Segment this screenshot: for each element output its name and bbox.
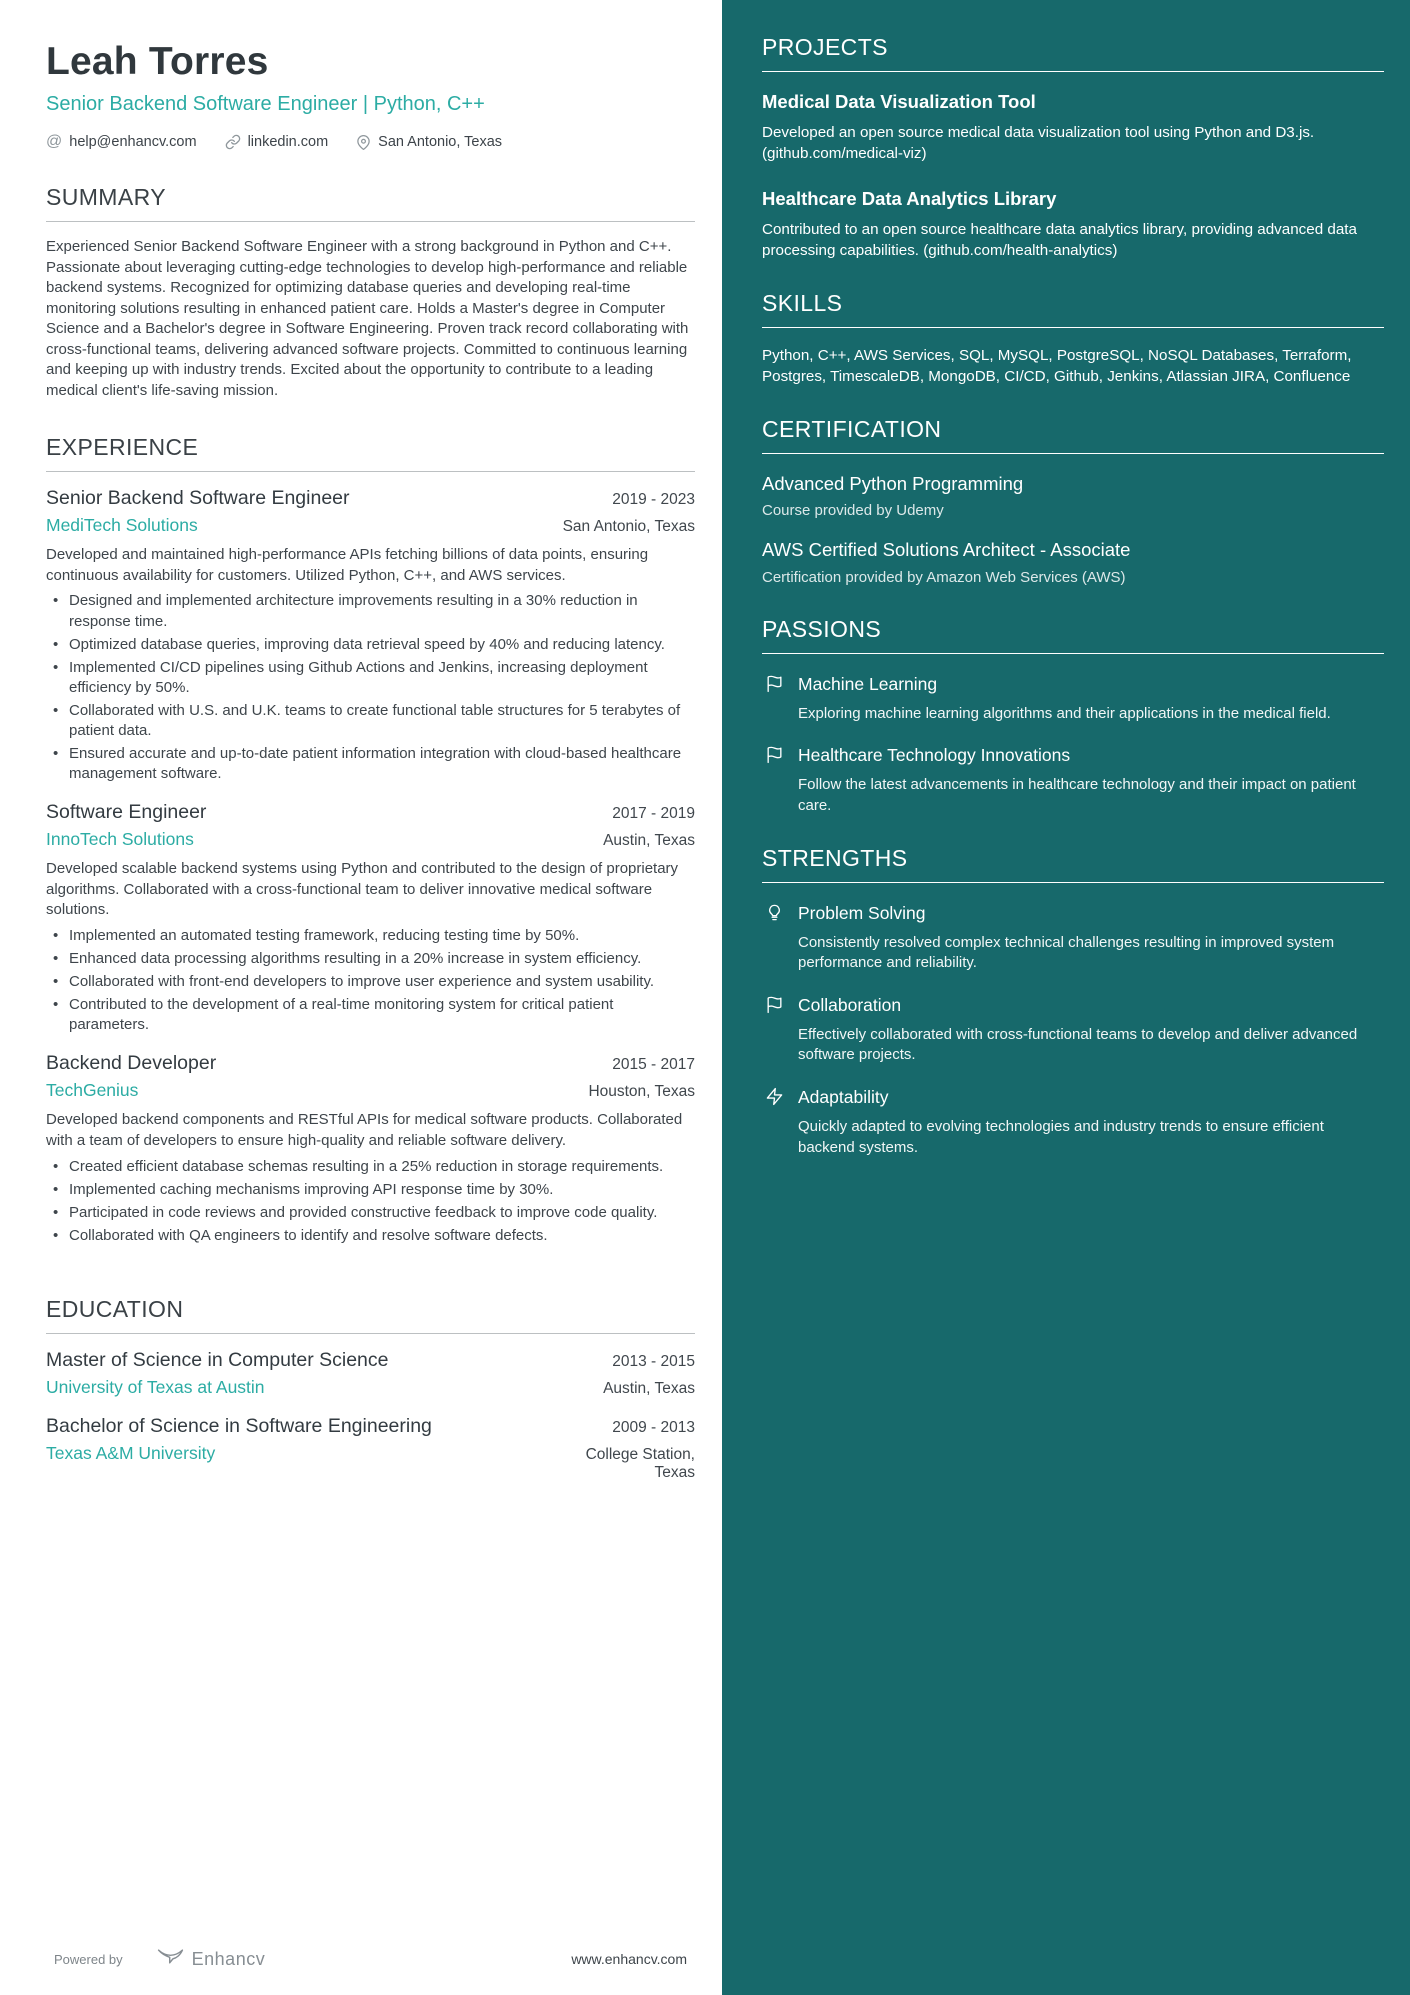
experience-entry (46, 1052, 695, 1245)
education-entry (46, 1349, 695, 1398)
project-title: Medical Data Visualization Tool (762, 91, 1036, 112)
email-link[interactable] (46, 133, 197, 151)
lightning-icon (762, 1085, 786, 1158)
strength-description: Quickly adapted to evolving technologies and industry trends to ensure efficient backend systems. (798, 1118, 1324, 1156)
lightbulb-icon (762, 901, 786, 974)
job-title: Software Engineer (46, 801, 207, 824)
summary-heading: SUMMARY (46, 184, 695, 222)
degree-dates: 2013 - 2015 (612, 1352, 695, 1370)
degree-title: Bachelor of Science in Software Engineering (46, 1414, 432, 1437)
flag-icon (762, 743, 786, 816)
certification-heading: CERTIFICATION (762, 416, 1384, 454)
project-description: Developed an open source medical data visualization tool using Python and D3.js. (github.com/medical-viz) (762, 124, 1315, 163)
strengths-heading: STRENGTHS (762, 845, 1384, 883)
skills-heading: SKILLS (762, 290, 1384, 328)
project-description: Contributed to an open source healthcare data analytics library, providing advanced data processing capabilities. (github.com/health-analytics) (762, 221, 1357, 260)
email-text: help@enhancv.com (69, 134, 197, 150)
bullet-item: • Contributed to the development of a real-time monitoring system for critical patient parameters. (46, 995, 695, 1035)
passions-section (762, 616, 1384, 817)
linkedin-text: linkedin.com (247, 134, 329, 150)
enhancv-logo-icon (157, 1947, 184, 1971)
contact-row (46, 133, 695, 151)
school-location: College Station, Texas (585, 1445, 695, 1481)
strength-title: Collaboration (798, 994, 902, 1015)
certification-provider: Certification provided by Amazon Web Services (AWS) (762, 568, 1126, 586)
projects-heading: PROJECTS (762, 34, 1384, 72)
passion-title: Machine Learning (798, 673, 938, 694)
job-description: Developed and maintained high-performance APIs fetching billions of data points, ensuring continuous availability for customers. Utilized Python, C++, and AWS services. (46, 546, 649, 584)
experience-section (46, 434, 695, 1263)
job-dates: 2019 - 2023 (612, 491, 695, 509)
skills-section (762, 290, 1384, 388)
strength-title: Adaptability (798, 1087, 889, 1108)
strength-item (762, 1085, 1384, 1158)
job-company: TechGenius (46, 1080, 139, 1101)
school-name: Texas A&M University (46, 1442, 216, 1463)
strength-description: Consistently resolved complex technical challenges resulting in improved system performance and reliability. (798, 933, 1335, 972)
powered-by-label: Powered by (54, 1951, 123, 1967)
job-company: InnoTech Solutions (46, 829, 194, 850)
school-name: University of Texas at Austin (46, 1376, 265, 1397)
experience-entry (46, 801, 695, 1035)
job-bullets (46, 591, 695, 784)
strength-item (762, 993, 1384, 1066)
email-icon: @ (46, 133, 63, 150)
bullet-item: • Implemented an automated testing framework, reducing testing time by 50%. (46, 926, 695, 946)
job-bullets (46, 1157, 695, 1246)
strength-item (762, 901, 1384, 974)
job-dates: 2017 - 2019 (612, 805, 695, 823)
job-title: Backend Developer (46, 1052, 217, 1075)
certification-item (762, 472, 1384, 521)
location-item (356, 134, 502, 150)
job-location: Houston, Texas (588, 1083, 695, 1101)
bullet-item: • Optimized database queries, improving data retrieval speed by 40% and reducing latency. (46, 635, 695, 655)
passion-item (762, 672, 1384, 725)
certification-title: AWS Certified Solutions Architect - Associate (762, 539, 1131, 561)
job-company: MediTech Solutions (46, 515, 198, 536)
project-title: Healthcare Data Analytics Library (762, 188, 1057, 210)
bullet-item: • Ensured accurate and up-to-date patient information integration with cloud-based healthcare management software. (46, 744, 695, 784)
education-entry (46, 1415, 695, 1482)
bullet-item: • Enhanced data processing algorithms resulting in a 20% increase in system efficiency. (46, 949, 695, 969)
school-location: Austin, Texas (603, 1379, 695, 1397)
passions-heading: PASSIONS (762, 616, 1384, 654)
job-description: Developed scalable backend systems using Python and contributed to the design of proprietary algorithms. Collaborated with a cross-functional team to deliver innovative medical software solutions. (46, 860, 679, 919)
flag-icon (762, 672, 786, 725)
link-icon (225, 134, 241, 150)
person-title: Senior Backend Software Engineer | Python, C++ (46, 93, 485, 115)
linkedin-link[interactable] (225, 134, 329, 150)
bullet-item: • Implemented caching mechanisms improving API response time by 30%. (46, 1180, 695, 1200)
flag-icon (762, 993, 786, 1066)
footer (46, 1935, 695, 1979)
bullet-item: • Implemented CI/CD pipelines using Github Actions and Jenkins, increasing deployment efficiency by 50%. (46, 658, 695, 698)
experience-entry (46, 487, 695, 784)
degree-dates: 2009 - 2013 (612, 1418, 695, 1436)
education-heading: EDUCATION (46, 1296, 695, 1334)
bullet-item: • Collaborated with U.S. and U.K. teams to create functional table structures for 5 terabytes of patient data. (46, 701, 695, 741)
job-dates: 2015 - 2017 (612, 1056, 695, 1074)
location-pin-icon (356, 135, 371, 150)
strengths-section (762, 845, 1384, 1159)
certification-section (762, 416, 1384, 588)
bullet-item: • Created efficient database schemas resulting in a 25% reduction in storage requirements. (46, 1157, 695, 1177)
passion-description: Follow the latest advancements in healthcare technology and their impact on patient care. (798, 776, 1356, 814)
enhancv-logo[interactable] (157, 1947, 266, 1971)
person-name: Leah Torres (46, 40, 269, 83)
experience-heading: EXPERIENCE (46, 434, 695, 472)
summary-section (46, 184, 695, 401)
certification-item (762, 538, 1384, 587)
certification-provider: Course provided by Udemy (762, 502, 944, 520)
passion-item (762, 743, 1384, 816)
strength-title: Problem Solving (798, 902, 926, 923)
education-section (46, 1296, 695, 1499)
job-location: San Antonio, Texas (562, 518, 695, 536)
enhancv-wordmark: Enhancv (191, 1948, 266, 1969)
website-link[interactable]: www.enhancv.com (571, 1951, 687, 1967)
strength-description: Effectively collaborated with cross-functional teams to develop and deliver advanced software projects. (798, 1025, 1358, 1064)
degree-title: Master of Science in Computer Science (46, 1348, 389, 1371)
sidebar-column (722, 0, 1410, 1995)
passion-title: Healthcare Technology Innovations (798, 745, 1071, 766)
projects-section (762, 34, 1384, 262)
bullet-item: • Designed and implemented architecture improvements resulting in a 30% reduction in response time. (46, 591, 695, 631)
job-location: Austin, Texas (603, 832, 695, 850)
passion-description: Exploring machine learning algorithms and their applications in the medical field. (798, 704, 1331, 722)
project-item (762, 90, 1384, 165)
job-title: Senior Backend Software Engineer (46, 487, 350, 510)
location-text: San Antonio, Texas (378, 134, 503, 150)
job-bullets (46, 926, 695, 1035)
bullet-item: • Collaborated with front-end developers to improve user experience and system usability. (46, 972, 695, 992)
job-description: Developed backend components and RESTful APIs for medical software products. Collaborated with a team of developers to ensure high-quality and reliable software delivery. (46, 1111, 683, 1149)
bullet-item: • Participated in code reviews and provided constructive feedback to improve code quality. (46, 1203, 695, 1223)
skills-list: Python, C++, AWS Services, SQL, MySQL, PostgreSQL, NoSQL Databases, Terraform, Postgres, TimescaleDB, MongoDB, CI/CD, Github, Jenkins, Atlassian JIRA, Confluence (762, 347, 1352, 386)
certification-title: Advanced Python Programming (762, 473, 1024, 495)
project-item (762, 187, 1384, 262)
bullet-item: • Collaborated with QA engineers to identify and resolve software defects. (46, 1226, 695, 1246)
summary-text: Experienced Senior Backend Software Engineer with a strong background in Python and C++. Passionate about leveraging cutting-edge technologies to develop high-performance and reliable backend systems. Recognized for optimizing database queries and developing real-time monitoring solutions resulting in enhanced patient care. Holds a Master's degree in Computer Science and a Bachelor's degree in Software Engineering. Proven track record collaborating with cross-functional teams, delivering advanced software projects. Committed to continuous learning and keeping up with industry trends. Excited about the opportunity to contribute to a leading medical client's life-saving mission. (46, 238, 689, 399)
